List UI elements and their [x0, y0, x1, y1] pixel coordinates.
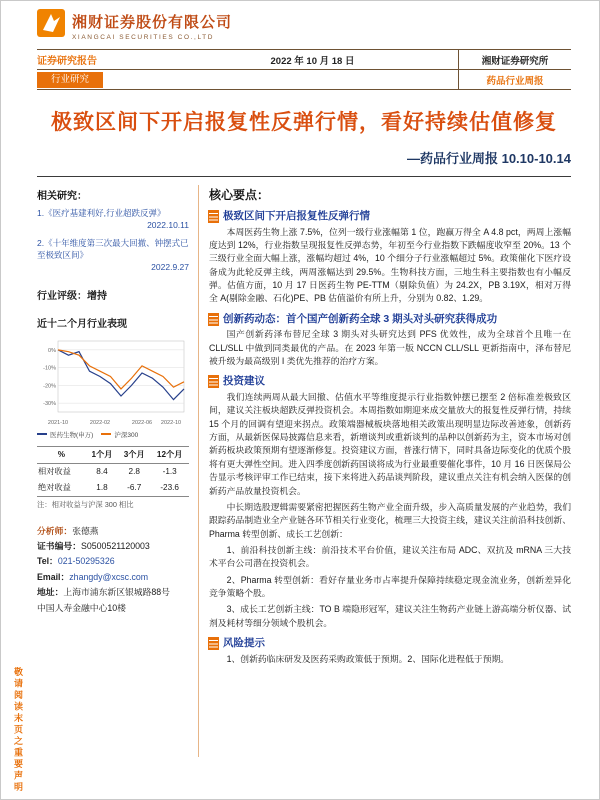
related-research-link[interactable]	[37, 207, 189, 232]
section-heading	[209, 375, 571, 388]
email-link[interactable]: zhangdy@xcsc.com	[69, 571, 149, 582]
row-value: 8.4	[96, 467, 108, 477]
report-date: 2022 年 10 月 18 日	[270, 55, 355, 67]
core-points-title: 核心要点：	[209, 188, 270, 202]
rating-label: 行业评级：	[37, 290, 87, 302]
tel-line	[37, 554, 189, 569]
series-label: 药品行业周报	[458, 70, 571, 89]
section-title: 极致区间下开启报复性反弹行情	[223, 210, 370, 222]
tel-label: Tel：	[37, 556, 58, 567]
row-value: 1.8	[86, 480, 118, 497]
section-paragraph: 1、创新药临床研发及医药采购政策低于预期。2、国际化进程低于预期。	[226, 653, 510, 664]
section-title: 创新药动态：首个国产创新药全球 3 期头对头研究获得成功	[223, 312, 498, 325]
report-type-label: 证券研究报告	[37, 56, 97, 67]
section-paragraph: 2、Pharma 转型创新：看好存量业务市占率提升保障持续稳定现金流业务，创新差异化竞争策略个股。	[209, 574, 571, 599]
document-icon	[209, 638, 218, 649]
sidebar	[37, 185, 189, 757]
row-value: 2.8	[128, 467, 140, 477]
performance-table-head	[37, 446, 189, 463]
document-icon	[209, 211, 218, 222]
cert-value: S0500521120003	[81, 540, 150, 551]
email-line	[37, 570, 189, 585]
section-title: 风险提示	[223, 637, 265, 650]
table-row	[37, 463, 189, 480]
row-value: -1.3	[162, 467, 177, 477]
row-name: 相对收益	[38, 467, 71, 477]
email-label: Email：	[37, 571, 70, 582]
company-name-en: XIANGCAI SECURITIES CO.,LTD	[72, 33, 215, 41]
page-content	[1, 1, 599, 757]
section-paragraph: 本周医药生物上涨 7.5%，位列一级行业涨幅第 1 位，跑赢万得全 A 4.8 pct，两周上涨幅度达到 12%，行业指数呈现报复性反弹态势，年初至今行业指数下跌幅度收窄至 20%。13 个三级行业全面大幅上涨，涨幅均超过 4%，10 个细分子行业涨幅超过 5%。政策催化下医疗设备成为此轮反弹主线，两周涨幅达到 29.5%。生物科技方面，三地生科主要指数也有小幅反弹。估值方面，10 月 17 日医药生物 PE-TTM（剔除负值）为 24.2X，PB 3.19X，相对万得全 A(剔除金融、石化)PE、PB 估值溢价有所上升，分别为 0.82、1.29。	[209, 226, 571, 304]
section-paragraph: 我们连续两周从最大回撤、估值水平等维度提示行业指数钟摆已摆至 2 倍标准差极致区间，建议关注板块超跌反弹投资机会。本周指数如期迎来成交量放大的报复性反弹行情，持续 15 个月的回调有望迎来拐点。政策端器械板块落地相关政策出现明显边际改善迹象，创新药方面，从最新医保局披露信息来看，新增谈判或重新谈判的品种以创新药为主，资本市场对创新药板块政策预期有望逐渐修复。投资建议方面，普涨行情下，同时具备边际变化的优质个股将有更大弹性空间。进入四季度创新药国谈将成为行业最重要催化事件，10 月 16 日医保局公告显示考核评审工作已结束，接下来将进入药品谈判阶段，建议重点关注有机会纳入医保的创新药产品放量投资机会。	[209, 392, 571, 496]
rating-value: 增持	[87, 290, 107, 302]
svg-text:-10%: -10%	[43, 365, 56, 372]
table-note: 注：相对收益与沪深 300 相比	[37, 499, 134, 509]
address-value-1: 上海市浦东新区银城路88号	[63, 587, 170, 598]
meta-mid-spacer	[167, 70, 458, 89]
document-icon	[209, 314, 218, 325]
analyst-label: 分析师：	[37, 525, 73, 536]
title-divider	[37, 176, 571, 177]
analyst-name: 张德燕	[72, 525, 99, 536]
section-heading	[209, 637, 571, 650]
meta-row-bottom	[37, 70, 571, 89]
performance-table	[37, 446, 189, 497]
industry-rating	[37, 287, 189, 302]
performance-chart-title: 近十二个月行业表现	[37, 318, 127, 330]
report-meta	[37, 49, 571, 90]
svg-text:-30%: -30%	[43, 400, 56, 407]
chart-legend: 医药生物(申万) 沪深300	[37, 430, 189, 439]
footer-disclaimer: 敬请阅读末页之重要声明	[13, 666, 23, 793]
svg-text:2022-02: 2022-02	[89, 419, 111, 426]
company-logo-icon	[37, 9, 65, 42]
analyst-line	[37, 524, 189, 539]
table-header-cell: 12个月	[150, 446, 189, 463]
performance-table-body	[37, 463, 189, 496]
section-paragraph: 3、成长工艺创新主线：TO B 端隐形冠军，建议关注生物药产业链上游高端分析仪器、试剂及耗材等细分领域个股机会。	[209, 604, 571, 628]
svg-text:2021-10: 2021-10	[47, 419, 69, 426]
main-content	[198, 185, 571, 757]
svg-text:-20%: -20%	[43, 382, 56, 389]
section-heading	[209, 210, 571, 223]
address-line-2: 中国人寿金融中心10楼	[37, 602, 126, 613]
section-paragraph: 国产创新药泽布替尼全球 3 期头对头研究达到 PFS 优效性，成为全球首个且唯一在 CLL/SLL 中做到同类最优的产品。在 2023 年第一版 NCCN CLL/SLL 更新指南中，泽布替尼被升级为最高级别 I 类优先推荐的治疗方案。	[209, 329, 571, 367]
table-header-cell: 1个月	[86, 446, 118, 463]
table-header-cell: %	[37, 446, 86, 463]
company-header	[37, 9, 571, 42]
table-header-row	[37, 446, 189, 463]
category-badge: 行业研究	[37, 72, 103, 88]
institute-label: 湘财证券研究所	[458, 50, 571, 69]
svg-text:2022-06: 2022-06	[131, 419, 153, 426]
row-name: 绝对收益	[37, 480, 86, 497]
cert-label: 证书编号：	[37, 540, 81, 551]
page-subtitle: —药品行业周报 10.10-10.14	[406, 151, 571, 166]
svg-text:2022-10: 2022-10	[160, 419, 182, 426]
content-columns	[37, 185, 571, 757]
analyst-contact-block	[37, 524, 189, 616]
meta-left-top	[37, 50, 167, 69]
related-research-title: 相关研究：	[37, 191, 87, 202]
table-row	[37, 480, 189, 497]
section-paragraph: 1、前沿科技创新主线：前沿技术平台价值，建议关注布局 ADC、双抗及 mRNA 三大技术平台公司潜在投资机会。	[209, 544, 571, 569]
address-line	[37, 585, 189, 600]
section-title: 投资建议	[223, 375, 265, 388]
section-heading	[209, 313, 571, 326]
row-value: -23.6	[150, 480, 189, 497]
svg-text:0%: 0%	[48, 347, 56, 354]
related-research-label[interactable]: 2.《十年维度第三次最大回撤、钟摆式已至极致区间》	[37, 237, 189, 260]
related-research-date: 2022.9.27	[151, 262, 189, 273]
meta-row-top	[37, 50, 571, 70]
tel-value: 021-50295326	[57, 556, 115, 567]
performance-chart	[37, 335, 189, 429]
related-research-label[interactable]: 1.《医疗基建利好,行业超跌反弹》	[37, 208, 166, 218]
address-label: 地址：	[37, 587, 64, 598]
row-value: -6.7	[118, 480, 150, 497]
company-name-block	[72, 11, 232, 41]
related-research-link[interactable]	[37, 237, 189, 274]
related-research-date: 2022.10.11	[147, 220, 189, 231]
section-paragraph: 中长期选股逻辑需要紧密把握医药生物产业全面升级，步入高质量发展的产业趋势，我们跟踪药品制造业全产业链各环节相关行业变化，梳理三大投资主线，建议关注前沿科技创新、Pharma 转型创新、成长工艺创新：	[209, 501, 571, 539]
page-title: 极致区间下开启报复性反弹行情，看好持续估值修复	[51, 111, 557, 134]
cert-line	[37, 539, 189, 554]
meta-left-bottom	[37, 70, 167, 89]
table-header-cell: 3个月	[118, 446, 150, 463]
document-icon	[209, 376, 218, 387]
company-name-cn: 湘财证券股份有限公司	[72, 13, 233, 31]
